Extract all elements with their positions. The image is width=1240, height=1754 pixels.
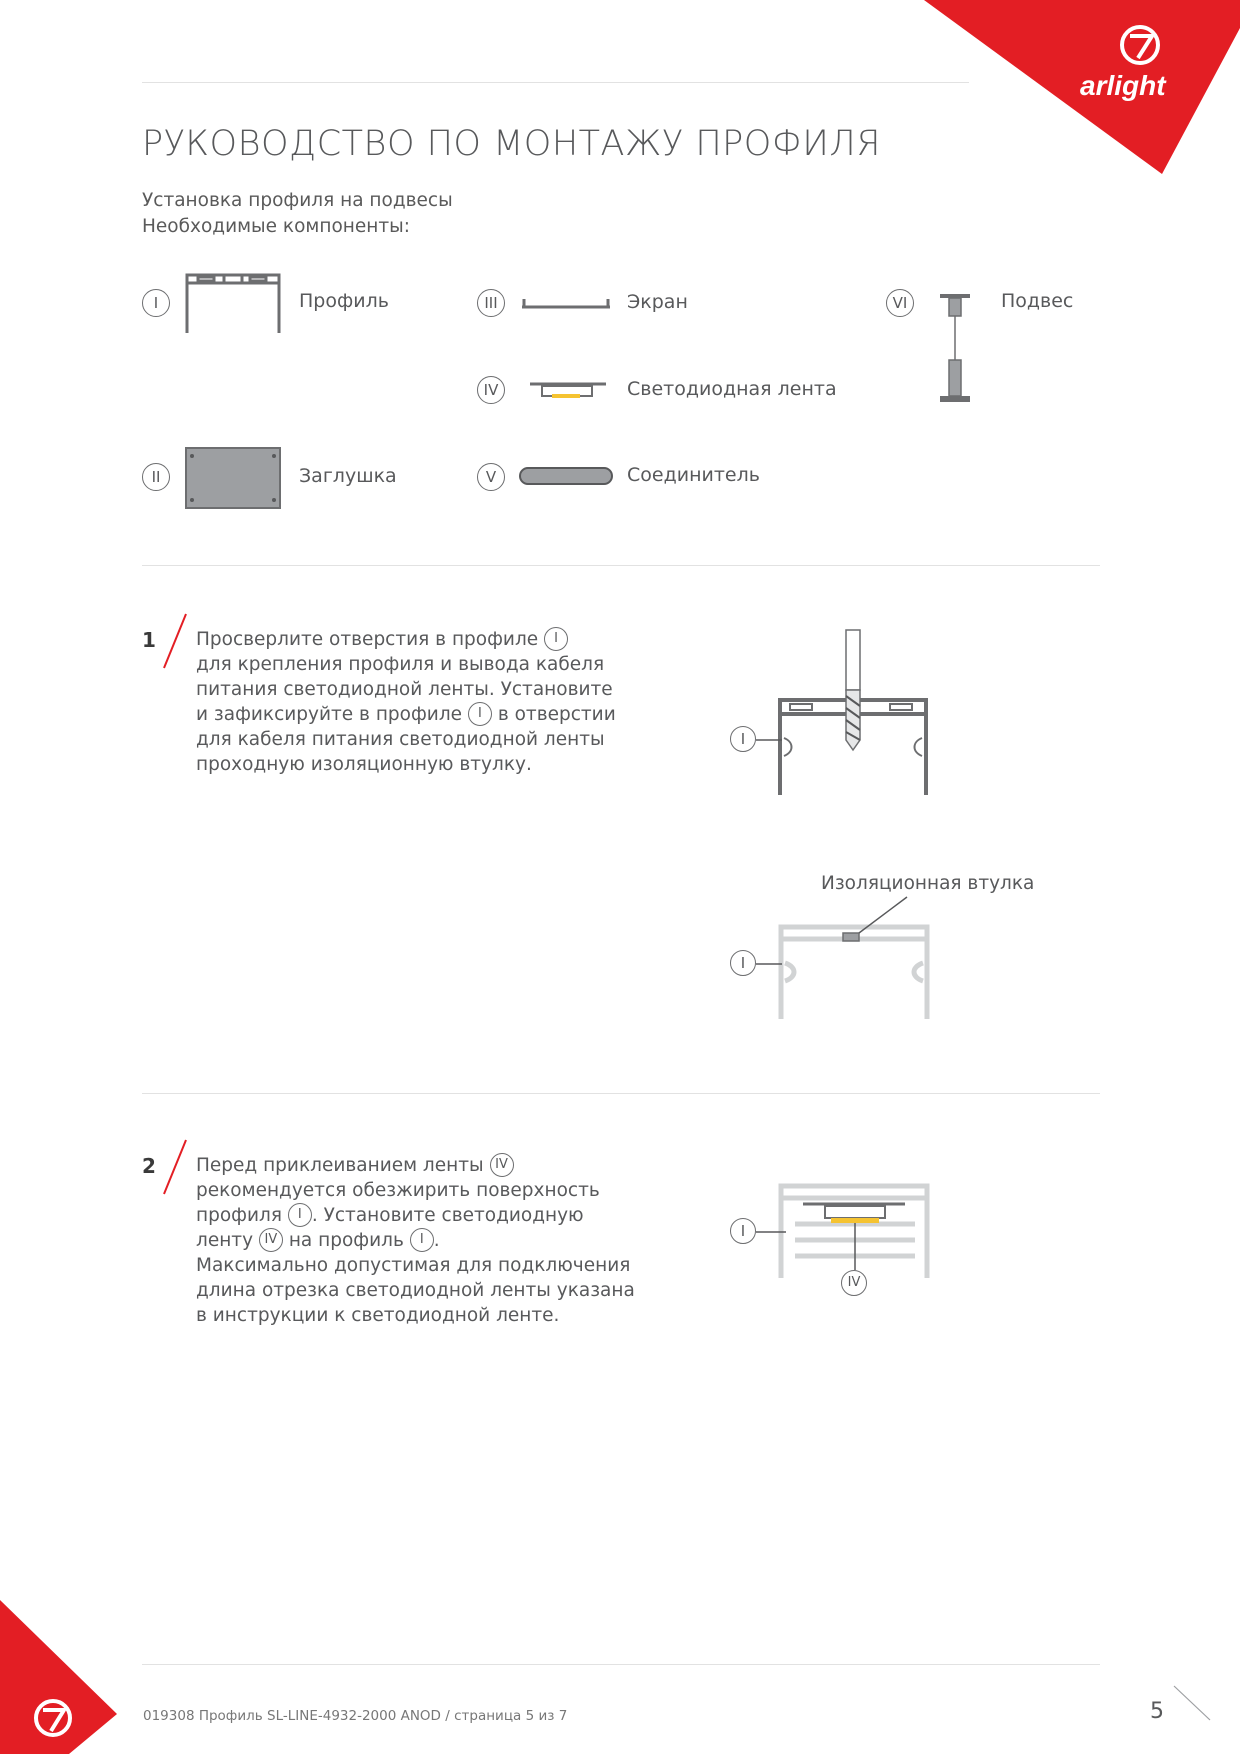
component-label: Светодиодная лента [627, 378, 837, 400]
component-numeral: VI [886, 289, 914, 317]
footer-doc-info: 019308 Профиль SL-LINE-4932-2000 ANOD / страница 5 из 7 [143, 1708, 568, 1724]
page-title: РУКОВОДСТВО ПО МОНТАЖУ ПРОФИЛЯ [142, 124, 881, 164]
component-label: Соединитель [627, 464, 760, 486]
connector-icon [518, 466, 614, 488]
component-label: Подвес [1001, 290, 1074, 312]
callout-label: Изоляционная втулка [821, 873, 1035, 894]
end-cap-icon [184, 446, 282, 510]
section-divider [142, 1093, 1100, 1094]
ref-numeral: IV [490, 1153, 514, 1177]
component-label: Экран [627, 291, 688, 313]
step-number: 2 [142, 1154, 156, 1178]
step-slash [160, 1138, 190, 1196]
figure-numeral: IV [841, 1270, 867, 1296]
subtitle: Установка профиля на подвесы [142, 190, 453, 211]
footer-rule [142, 1664, 1100, 1665]
leader-line [756, 962, 786, 966]
top-rule [142, 82, 969, 83]
step-slash [160, 612, 190, 670]
component-numeral: V [477, 463, 505, 491]
figure-numeral: I [730, 726, 756, 752]
leader-line [756, 1230, 790, 1234]
subtitle: Необходимые компоненты: [142, 216, 410, 237]
page-number: 5 [1150, 1699, 1164, 1724]
step-number: 1 [142, 628, 156, 652]
component-numeral: I [142, 289, 170, 317]
component-numeral: II [142, 463, 170, 491]
ref-numeral: I [468, 702, 492, 726]
section-divider [142, 565, 1100, 566]
page-number-slash [1172, 1684, 1212, 1724]
ref-numeral: IV [259, 1228, 283, 1252]
component-label: Заглушка [299, 465, 397, 487]
diffuser-screen-icon [520, 293, 612, 311]
led-install-figure [775, 1180, 935, 1280]
step-text: Перед приклеиванием ленты IV рекомендуется обезжирить поверхность профиля I . Установите светодиодную ленту IV на профиль I . Максимально допустимая для подключения длина отрезка светодиодной ленты указана в инструкции к светодиодной ленте. [196, 1153, 635, 1328]
insulating-sleeve-icon [843, 933, 859, 941]
component-numeral: III [477, 289, 505, 317]
drilling-figure [770, 628, 930, 798]
figure-numeral: I [730, 1218, 756, 1244]
led-strip-icon [825, 1206, 885, 1218]
component-numeral: IV [477, 376, 505, 404]
ref-numeral: I [288, 1203, 312, 1227]
leader-line [756, 738, 786, 742]
drill-bit-icon [846, 630, 860, 750]
figure-numeral: I [730, 950, 756, 976]
sleeve-figure [775, 895, 935, 1021]
profile-icon [184, 271, 282, 335]
ref-numeral: I [544, 627, 568, 651]
suspension-icon [938, 292, 972, 406]
step-text: Просверлите отверстия в профиле I для крепления профиля и вывода кабеля питания светодиодной ленты. Установите и зафиксируйте в профиле I в отверстии для кабеля питания светодиодной ленты проходную изоляционную втулку. [196, 627, 616, 777]
brand-logo-text: arlight [1080, 70, 1166, 101]
brand-corner-bottom [0, 1600, 120, 1754]
led-strip-icon [528, 380, 608, 402]
component-label: Профиль [299, 290, 389, 312]
ref-numeral: I [410, 1228, 434, 1252]
